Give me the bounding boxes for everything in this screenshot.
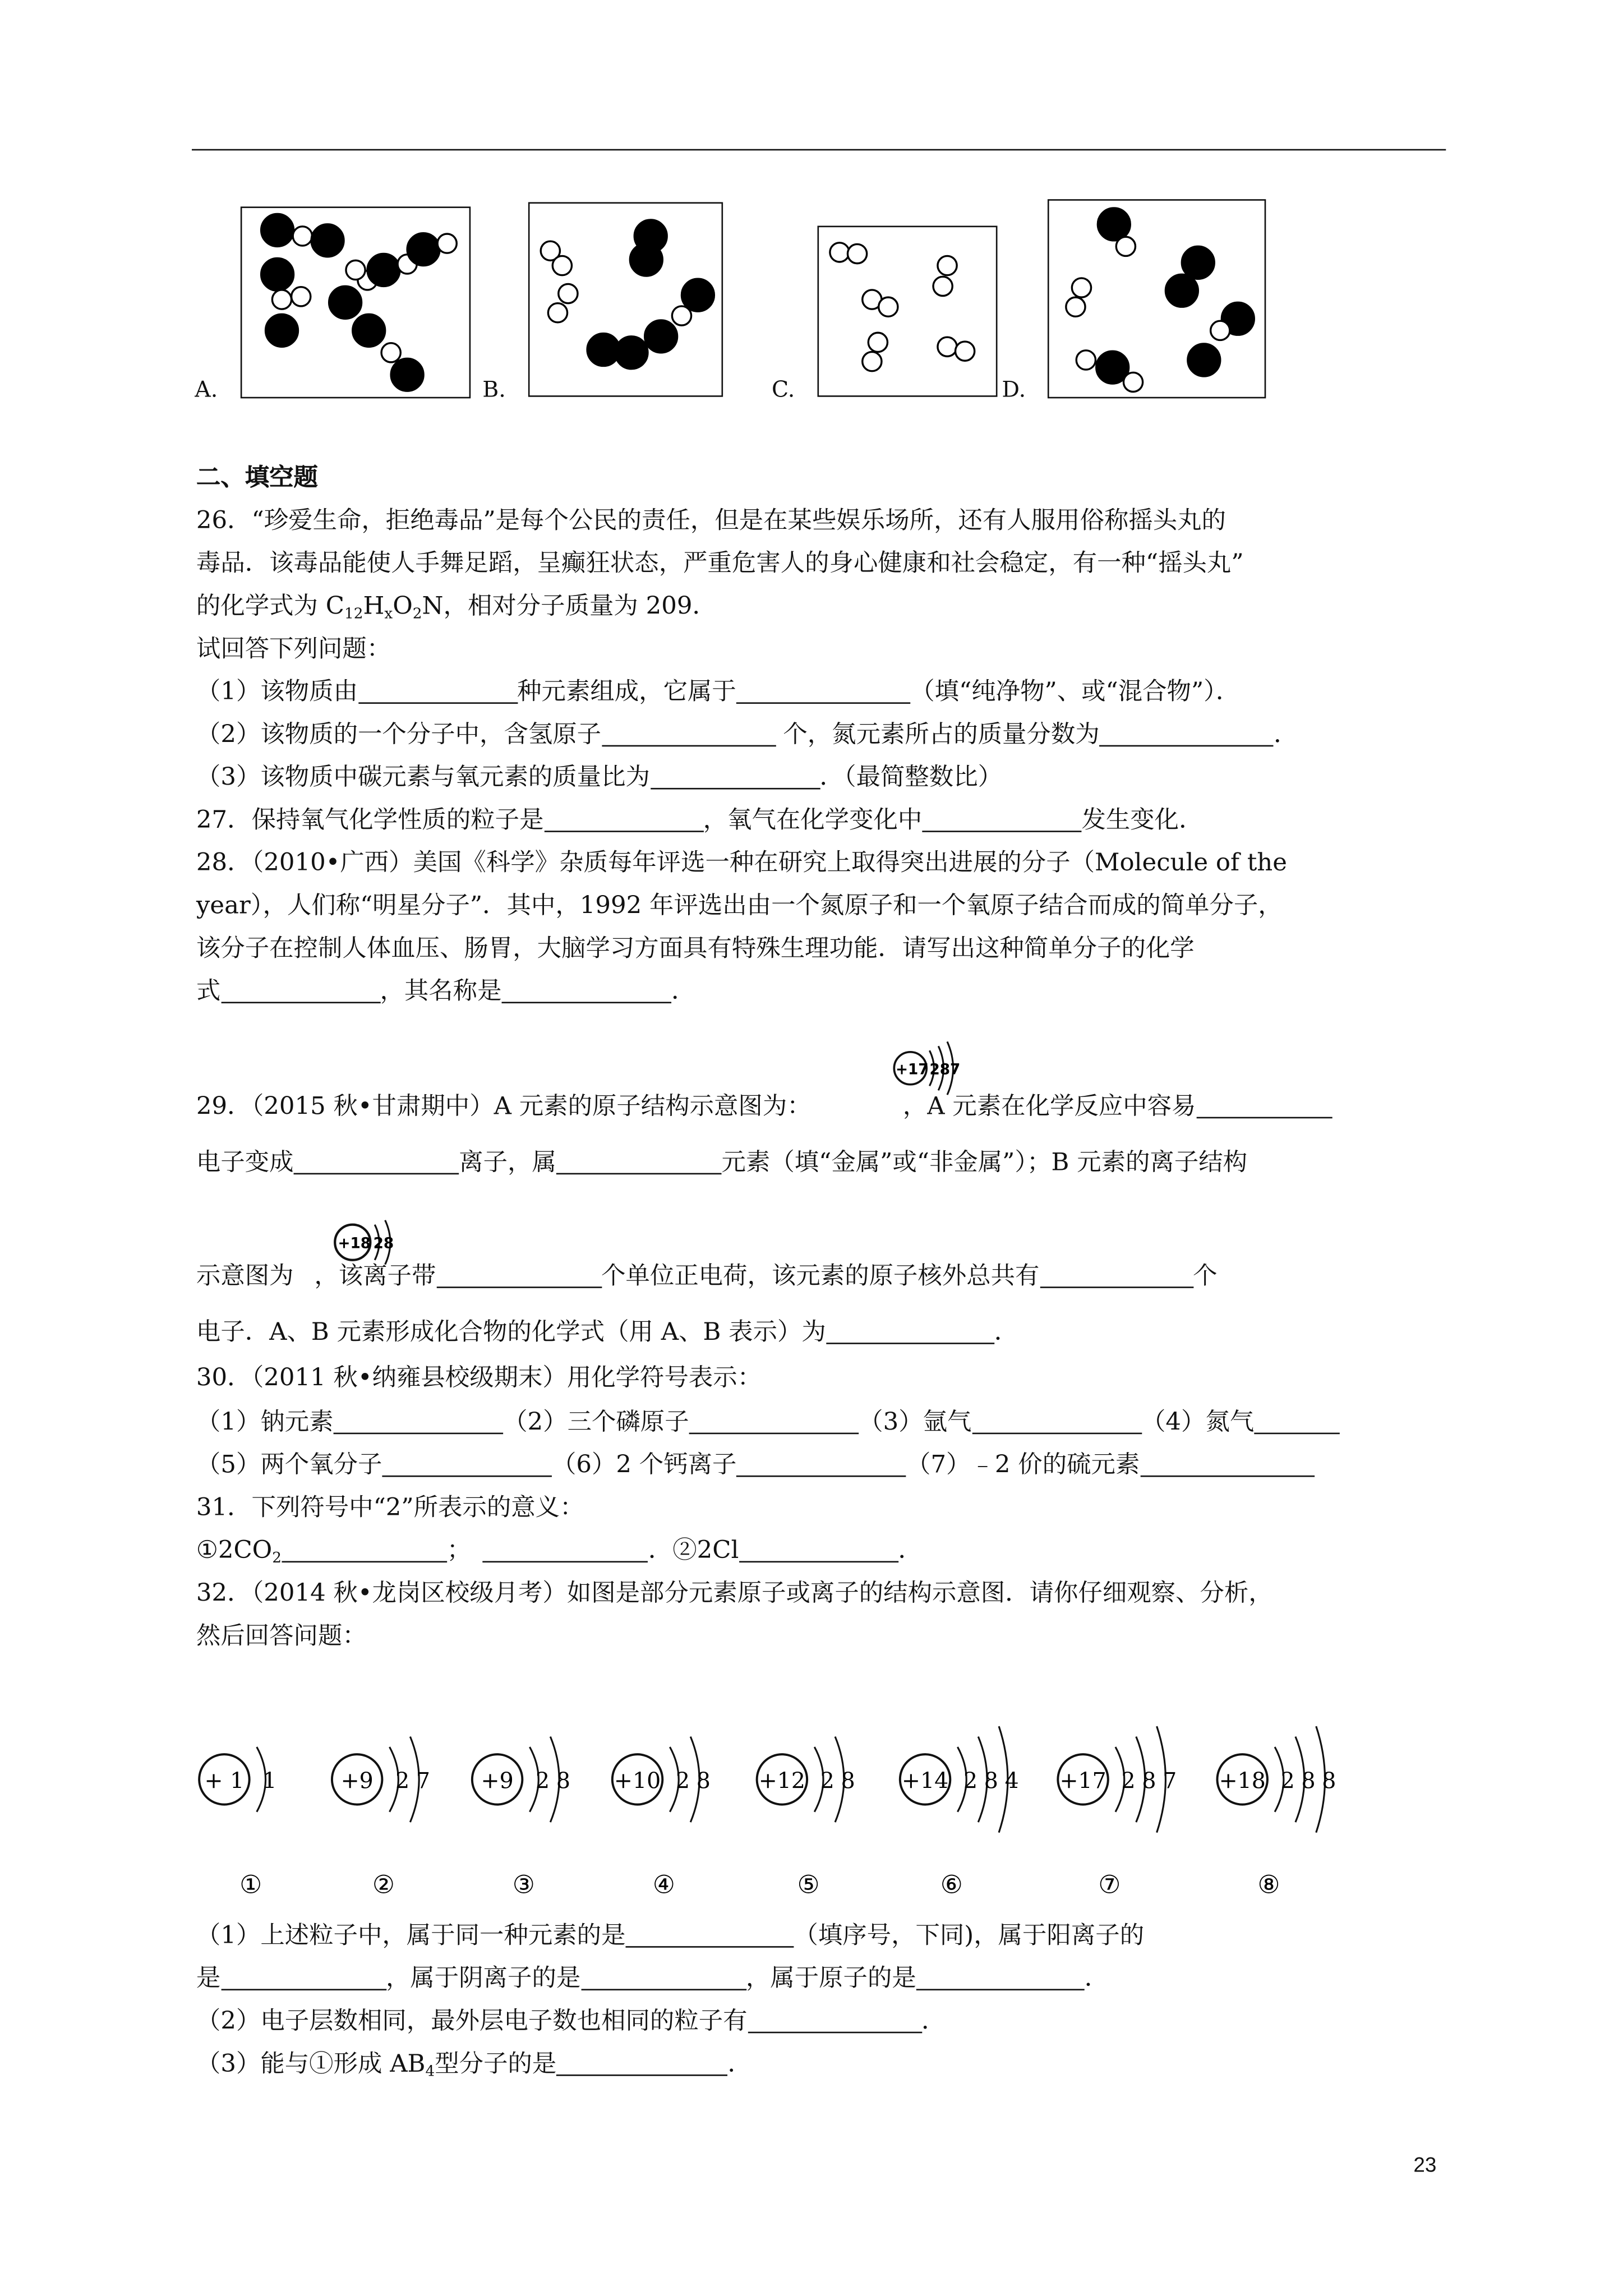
electron-count: 7	[416, 1768, 431, 1794]
small-atom	[548, 303, 567, 322]
small-atom	[672, 306, 691, 325]
answer-blank[interactable]	[689, 1408, 859, 1434]
small-atom	[1072, 278, 1091, 297]
q32-sub1-line1: （1）上述粒子中，属于同一种元素的是 （填序号，下同)，属于阳离子的	[196, 1921, 1145, 1949]
atom-a-nucleus: +17	[895, 1061, 929, 1078]
electron-count: 8	[1142, 1768, 1156, 1794]
electron-count: 2	[1121, 1768, 1136, 1794]
electron-count: 2	[395, 1768, 410, 1794]
molecule-box-a	[241, 206, 471, 398]
q26-sub1: （1）该物质由 种元素组成，它属于 （填“纯净物”、或“混合物”）．	[196, 677, 1241, 706]
answer-blank[interactable]	[334, 1408, 504, 1434]
answer-blank[interactable]	[739, 1536, 898, 1562]
diagram-index: ⑦	[1098, 1869, 1121, 1899]
electron-count: 8	[841, 1768, 855, 1794]
electron-count: 8	[556, 1768, 570, 1794]
large-atom	[353, 314, 385, 347]
answer-blank[interactable]	[294, 1148, 459, 1174]
q26-sub3: （3）该物质中碳元素与氧元素的质量比为 ．（最简整数比）	[196, 763, 1003, 791]
nucleus-charge: +12	[758, 1768, 806, 1794]
large-atom	[261, 214, 294, 246]
diagram-index: ③	[512, 1869, 536, 1899]
electron-count: 2	[536, 1768, 550, 1794]
atom-a-structure-diagram	[886, 1033, 974, 1122]
box-c-drawing	[819, 227, 999, 398]
molecule-box-d	[1048, 199, 1266, 398]
box-a-drawing	[242, 208, 472, 400]
answer-blank[interactable]	[736, 1450, 906, 1477]
q28-line3: 该分子在控制人体血压、肠胃，大脑学习方面具有特殊生理功能．请写出这种简单分子的化学	[196, 934, 1195, 962]
small-atom	[437, 234, 457, 253]
large-atom	[630, 243, 662, 276]
nucleus-charge: +14	[901, 1768, 949, 1794]
nucleus-charge: +10	[614, 1768, 661, 1794]
answer-blank[interactable]	[1140, 1450, 1313, 1477]
answer-blank[interactable]	[220, 1964, 386, 1990]
large-atom	[645, 320, 677, 353]
large-atom	[1098, 208, 1130, 241]
electron-count: 8	[696, 1768, 711, 1794]
q26-line1: 26．“珍爱生命，拒绝毒品”是每个公民的责任，但是在某些娱乐场所，还有人服用俗称摇头丸的	[196, 506, 1226, 534]
small-atom	[272, 290, 291, 309]
small-atom	[1211, 321, 1230, 340]
atom-a-shells: 287	[929, 1061, 961, 1078]
electron-count: 2	[820, 1768, 834, 1794]
atom-diagram-8	[1195, 1665, 1372, 1915]
electron-count: 2	[963, 1768, 978, 1794]
small-atom	[938, 256, 957, 275]
q26-sub2: （2）该物质的一个分子中，含氢原子 个，氮元素所占的质量分数为 ．	[196, 720, 1298, 748]
choice-b-label: B.	[482, 376, 506, 403]
molecule-box-b	[528, 202, 723, 397]
diagram-index: ⑤	[797, 1869, 820, 1899]
q26-line2: 毒品．该毒品能使人手舞足蹈，呈癫狂状态，严重危害人的身心健康和社会稳定，有一种“摇头丸”	[196, 548, 1244, 577]
answer-blank[interactable]	[601, 720, 775, 746]
choice-c-label: C.	[771, 376, 795, 403]
q30-row1: （1）钠元素 （2）三个磷原子 （3）氩气 （4）氮气	[196, 1401, 1340, 1437]
large-atom	[407, 233, 440, 266]
nucleus-charge: +18	[1219, 1768, 1266, 1794]
electron-count: 8	[1322, 1768, 1336, 1794]
answer-blank[interactable]	[382, 1450, 552, 1477]
large-atom	[261, 258, 294, 291]
q32-line1: 32．（2014 秋•龙岗区校级月考）如图是部分元素原子或离子的结构示意图．请你仔细观察、分析，	[196, 1579, 1273, 1607]
answer-blank[interactable]	[220, 977, 380, 1003]
large-atom	[266, 314, 298, 347]
answer-blank[interactable]	[502, 977, 672, 1003]
q28-line2: year），人们称“明星分子”．其中，1992 年评选出由一个氮原子和一个氧原子结合而成的简单分子，	[196, 891, 1283, 920]
large-atom	[587, 334, 620, 366]
box-b-drawing	[529, 204, 724, 398]
nucleus-charge: +17	[1059, 1768, 1106, 1794]
electron-count: 8	[984, 1768, 998, 1794]
q31-title: 31．下列符号中“2”所表示的意义：	[196, 1493, 584, 1522]
large-atom	[1188, 344, 1220, 376]
nucleus-charge: +9	[481, 1768, 514, 1794]
small-atom	[956, 342, 975, 361]
large-atom	[391, 358, 423, 391]
answer-blank[interactable]	[580, 1964, 746, 1990]
small-atom	[381, 343, 400, 362]
small-atom	[292, 287, 311, 306]
diagram-index: ⑧	[1257, 1869, 1280, 1899]
diagram-index: ①	[239, 1869, 262, 1899]
q29-line4: 电子．A、B 元素形成化合物的化学式（用 A、B 表示）为 ．	[196, 1317, 1019, 1346]
large-atom	[329, 286, 362, 319]
small-atom	[552, 256, 571, 275]
electron-count: 4	[1004, 1768, 1019, 1794]
answer-blank[interactable]	[916, 1964, 1085, 1990]
small-atom	[293, 227, 312, 246]
diagram-index: ④	[652, 1869, 675, 1899]
small-atom	[1076, 351, 1095, 370]
electron-count: 8	[1301, 1768, 1316, 1794]
q32-line2: 然后回答问题：	[196, 1621, 367, 1650]
nucleus-charge: +9	[340, 1768, 374, 1794]
answer-blank[interactable]	[483, 1536, 648, 1562]
q27-line: 27．保持氧气化学性质的粒子是 ，氧气在化学变化中 发生变化．	[196, 805, 1204, 834]
q31-line: $①2CO_2$ ； ．②2Cl ．	[196, 1536, 923, 1567]
answer-blank[interactable]	[556, 2049, 727, 2076]
answer-blank[interactable]	[748, 2007, 921, 2033]
q30-row2: （5）两个氧分子 （6）2 个钙离子 （7）﹣2 价的硫元素	[196, 1445, 1314, 1480]
q29-line2: 电子变成 离子，属 元素（填“金属”或“非金属”）；B 元素的离子结构	[196, 1147, 1248, 1176]
nucleus-charge: + 1	[204, 1768, 245, 1794]
answer-blank[interactable]	[826, 1317, 994, 1344]
answer-blank[interactable]	[1039, 1261, 1193, 1288]
small-atom	[847, 244, 866, 263]
ion-b-shells: 28	[373, 1235, 394, 1252]
q28-line1: 28．（2010•广西）美国《科学》杂质每年评选一种在研究上取得突出进展的分子（Molecule of the	[196, 848, 1287, 877]
answer-blank[interactable]	[922, 805, 1081, 832]
electron-count: 2	[1280, 1768, 1295, 1794]
small-atom	[879, 297, 898, 316]
q30-title: 30．（2011 秋•纳雍县校级期末）用化学符号表示：	[196, 1363, 762, 1391]
q26-line3: 的化学式为 $C_{12}H_xO_2N$，相对分子质量为 209．	[196, 591, 717, 623]
answer-blank[interactable]	[626, 1921, 794, 1947]
ion-b-nucleus: +18	[338, 1235, 371, 1252]
box-d-drawing	[1049, 201, 1267, 400]
answer-blank[interactable]	[1254, 1408, 1340, 1434]
electron-count: 1	[262, 1768, 277, 1794]
small-atom	[1123, 372, 1142, 391]
electron-count: 7	[1163, 1768, 1177, 1794]
answer-blank[interactable]	[1196, 1092, 1331, 1118]
electron-count: 2	[675, 1768, 690, 1794]
answer-blank[interactable]	[436, 1261, 601, 1288]
q32-sub3: （3）能与①形成 $AB_4$型分子的是 ．	[196, 2049, 752, 2081]
atom-diagram-7	[1036, 1665, 1213, 1915]
small-atom	[346, 260, 365, 279]
small-atom	[933, 276, 952, 296]
small-atom	[938, 337, 957, 356]
small-atom	[830, 243, 849, 262]
small-atom	[863, 352, 882, 371]
answer-blank[interactable]	[543, 805, 703, 832]
answer-blank[interactable]	[556, 1148, 722, 1174]
diagram-index: ⑥	[940, 1869, 963, 1899]
small-atom	[1116, 237, 1135, 256]
section-title: 二、填空题	[196, 463, 318, 492]
header-rule	[192, 149, 1446, 151]
small-atom	[559, 284, 578, 303]
answer-blank[interactable]	[971, 1408, 1141, 1434]
answer-blank[interactable]	[650, 763, 820, 789]
small-atom	[868, 333, 887, 352]
diagram-index: ②	[372, 1869, 395, 1899]
small-atom	[1066, 297, 1085, 316]
q29-line3: 示意图为 ，该离子带 个单位正电荷，该元素的原子核外总共有 个	[196, 1261, 1218, 1290]
choice-a-label: A.	[195, 376, 218, 403]
atom-structure-diagrams	[177, 1665, 1358, 1915]
q26-line4: 试回答下列问题：	[196, 634, 391, 663]
large-atom	[311, 224, 344, 257]
q32-sub2: （2）电子层数相同，最外层电子数也相同的粒子有 ．	[196, 2007, 946, 2035]
large-atom	[1182, 246, 1214, 279]
large-atom	[1165, 274, 1198, 307]
answer-blank[interactable]	[282, 1536, 447, 1562]
answer-blank[interactable]	[1100, 720, 1274, 746]
q28-line4: 式 ，其名称是 ．	[196, 976, 696, 1005]
q32-sub1-line2: 是 ，属于阴离子的是 ，属于原子的是 ．	[196, 1963, 1109, 1992]
answer-blank[interactable]	[736, 677, 910, 704]
page-number: 23	[1413, 2152, 1437, 2177]
atom-diagram-6	[878, 1665, 1055, 1915]
large-atom	[367, 254, 400, 287]
answer-blank[interactable]	[358, 677, 517, 704]
molecule-box-c	[818, 226, 998, 397]
q29-line1: 29．（2015 秋•甘肃期中）A 元素的原子结构示意图为： ，A 元素在化学反应中容易	[196, 1086, 1332, 1121]
choice-d-label: D.	[1002, 376, 1026, 403]
